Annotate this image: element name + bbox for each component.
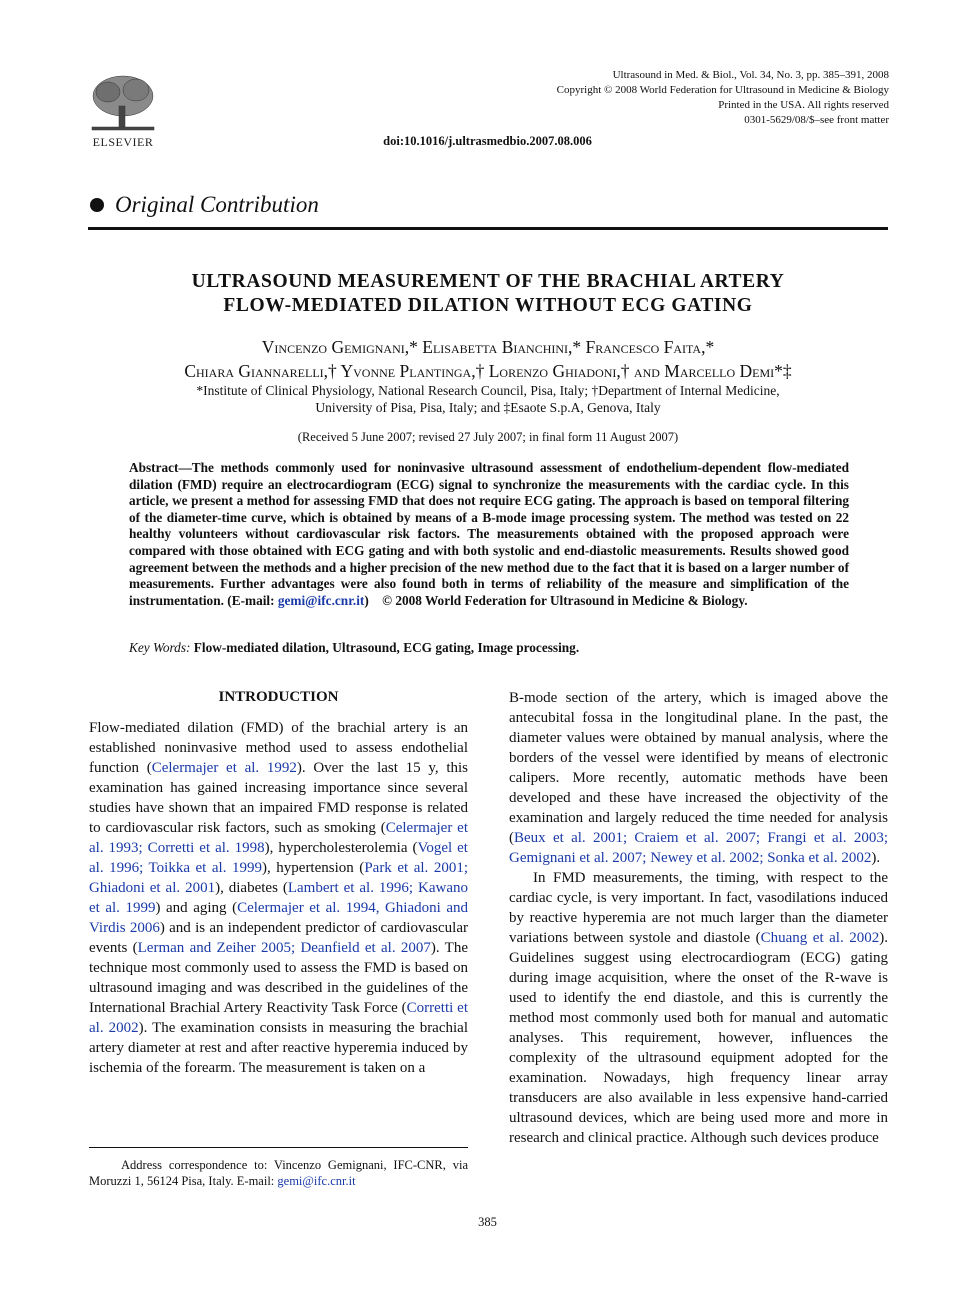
text-run: ). The examination consists in measuring the brachial artery diameter at rest and after reactive hyperemia induced by ischemia of the forearm. The measurement is taken on a: [89, 1020, 468, 1076]
text-run: ).: [871, 850, 881, 866]
keywords-label: Key Words:: [129, 640, 191, 655]
issn-line: 0301-5629/08/$–see front matter: [744, 114, 889, 126]
text-run: ), hypercholesterolemia (: [264, 840, 418, 856]
affiliations: [88, 382, 888, 416]
journal-metadata: [557, 68, 889, 128]
left-column: [89, 718, 468, 1078]
text-run: ) and aging (: [155, 900, 238, 916]
section-divider: [88, 227, 888, 230]
page-number: 385: [478, 1215, 497, 1229]
citation-link[interactable]: Beux et al. 2001; Craiem et al. 2007; Frangi et al. 2003; Gemignani et al. 2007; Newey et al. 2002; Sonka et al. 2002: [509, 830, 888, 866]
doi[interactable]: doi:10.1016/j.ultrasmedbio.2007.08.006: [383, 134, 592, 148]
footnote-text: Address correspondence to: Vincenzo Gemignani, IFC-CNR, via Moruzzi 1, 56124 Pisa, Italy. E-mail:: [89, 1158, 468, 1188]
abstract-copyright: © 2008 World Federation for Ultrasound in Medicine & Biology.: [382, 592, 748, 608]
citation-link[interactable]: Corretti et al. 2002: [89, 1000, 468, 1036]
citation-link[interactable]: Chuang et al. 2002: [760, 930, 880, 946]
introduction-heading: INTRODUCTION: [218, 689, 339, 705]
text-run: In FMD measurements, the timing, with respect to the cardiac cycle, is very important. In fact, vasodilations induced by reactive hyperemia are not much larger than the diameter variations between systole and diastole (: [509, 870, 888, 946]
section-bullet-icon: [90, 198, 104, 212]
abstract: [129, 460, 849, 609]
text-run: B-mode section of the artery, which is imaged above the antecubital fossa in the longitudinal plane. In the past, the diameter values were obtained by manual analysis, where the borders of the vessel were identified by means of electronic calipers. More recently, automatic methods have been developed and these have increased the objectivity of the examination and largely reduced the time needed for analysis (: [509, 690, 888, 846]
text-run: ). Over the last 15 y, this examination has gained increasing importance since several studies have shown that an impaired FMD response is related to cardiovascular risk factors, such as smoking (: [89, 760, 468, 836]
text-run: Flow-mediated dilation (FMD) of the brachial artery is an established noninvasive method used to assess endothelial function (: [89, 720, 468, 776]
authors: [88, 335, 888, 383]
affiliation-line-1: *Institute of Clinical Physiology, National Research Council, Pisa, Italy; †Department of Internal Medicine,: [196, 383, 780, 398]
title-line-2: FLOW-MEDIATED DILATION WITHOUT ECG GATING: [223, 295, 753, 316]
text-run: ) and is an independent predictor of cardiovascular events (: [89, 920, 468, 956]
text-run: ). Guidelines suggest using electrocardiogram (ECG) gating during image acquisition, where the onset of the R-wave is used to identify the end diastole, and this is currently the method most commonly used both for manual and automatic analyses. This requirement, however, influences the complexity of the ultrasound equipment adopted for the examination. Nowadays, high frequency linear array transducers are also available in less expensive hand-carried ultrasound devices, which are being used more and more in research and clinical practice. Although such devices produce: [509, 930, 888, 1146]
footnote-divider: [89, 1147, 468, 1148]
citation-link[interactable]: Vogel et al. 1996; Toikka et al. 1999: [89, 840, 468, 876]
citation-link[interactable]: Park et al. 2001; Ghiadoni et al. 2001: [89, 860, 468, 896]
svg-text:ELSEVIER: ELSEVIER: [92, 135, 154, 149]
article-title: [88, 270, 888, 318]
received-dates: (Received 5 June 2007; revised 27 July 2007; in final form 11 August 2007): [297, 430, 679, 444]
paragraph: [509, 688, 888, 868]
citation-link[interactable]: Celermajer et al. 1994, Ghiadoni and Virdis 2006: [89, 900, 468, 936]
paragraph: [509, 868, 888, 1148]
abstract-email-prefix: (E-mail:: [227, 592, 278, 608]
journal-citation: Ultrasound in Med. & Biol., Vol. 34, No. 3, pp. 385–391, 2008: [612, 69, 889, 81]
correspondence-footnote: [89, 1157, 468, 1189]
title-line-1: ULTRASOUND MEASUREMENT OF THE BRACHIAL ARTERY: [191, 271, 785, 292]
citation-link[interactable]: Celermajer et al. 1992: [151, 760, 297, 776]
citation-link[interactable]: Celermajer et al. 1993; Corretti et al. 1998: [89, 820, 468, 856]
paragraph: [89, 718, 468, 1078]
abstract-email-suffix: ): [364, 592, 369, 608]
abstract-text: Abstract—The methods commonly used for noninvasive ultrasound assessment of endothelium-dependent flow-mediated dilation (FMD) require an electrocardiogram (ECG) signal to synchronize the measurements with the cardiac cycle. In this article, we present a method for assessing FMD that does not require ECG gating. The approach is based on temporal filtering of the diameter-time curve, which is obtained by means of a B-mode image processing system. The method was tested on 22 healthy volunteers without cardiovascular risk factors. The measurements obtained with the proposed approach were compared with those obtained with ECG gating and with both systolic and end-diastolic measurements. Results showed good agreement between the methods and a higher precision of the new method due to the fact that it is based on a larger number of measurements. Further advantages were also found both in terms of reliability of the measure and simplification of the instrumentation.: [129, 460, 849, 608]
affiliation-line-2: University of Pisa, Pisa, Italy; and ‡Esaote S.p.A, Genova, Italy: [315, 400, 661, 415]
text-run: ), hypertension (: [262, 860, 365, 876]
authors-line-1: Vincenzo Gemignani,* Elisabetta Bianchini,* Francesco Faita,*: [261, 337, 715, 357]
footnote-email-link[interactable]: gemi@ifc.cnr.it: [277, 1174, 356, 1188]
section-label: Original Contribution: [115, 192, 319, 217]
right-column: [509, 688, 888, 1148]
text-run: ). The technique most commonly used to assess the FMD is based on ultrasound imaging and was described in the guidelines of the International Brachial Artery Reactivity Task Force (: [89, 940, 468, 1016]
printed-line: Printed in the USA. All rights reserved: [718, 99, 889, 111]
keywords-value: Flow-mediated dilation, Ultrasound, ECG gating, Image processing.: [193, 640, 580, 655]
authors-line-2: Chiara Giannarelli,† Yvonne Plantinga,† Lorenzo Ghiadoni,† and Marcello Demi*‡: [184, 361, 792, 381]
citation-link[interactable]: Lambert et al. 1996; Kawano et al. 1999: [89, 880, 469, 916]
abstract-email-link[interactable]: gemi@ifc.cnr.it: [277, 592, 365, 608]
copyright-line: Copyright © 2008 World Federation for Ultrasound in Medicine & Biology: [556, 84, 889, 96]
keywords: [129, 640, 849, 656]
citation-link[interactable]: Lerman and Zeiher 2005; Deanfield et al. 2007: [137, 940, 431, 956]
text-run: ), diabetes (: [215, 880, 288, 896]
